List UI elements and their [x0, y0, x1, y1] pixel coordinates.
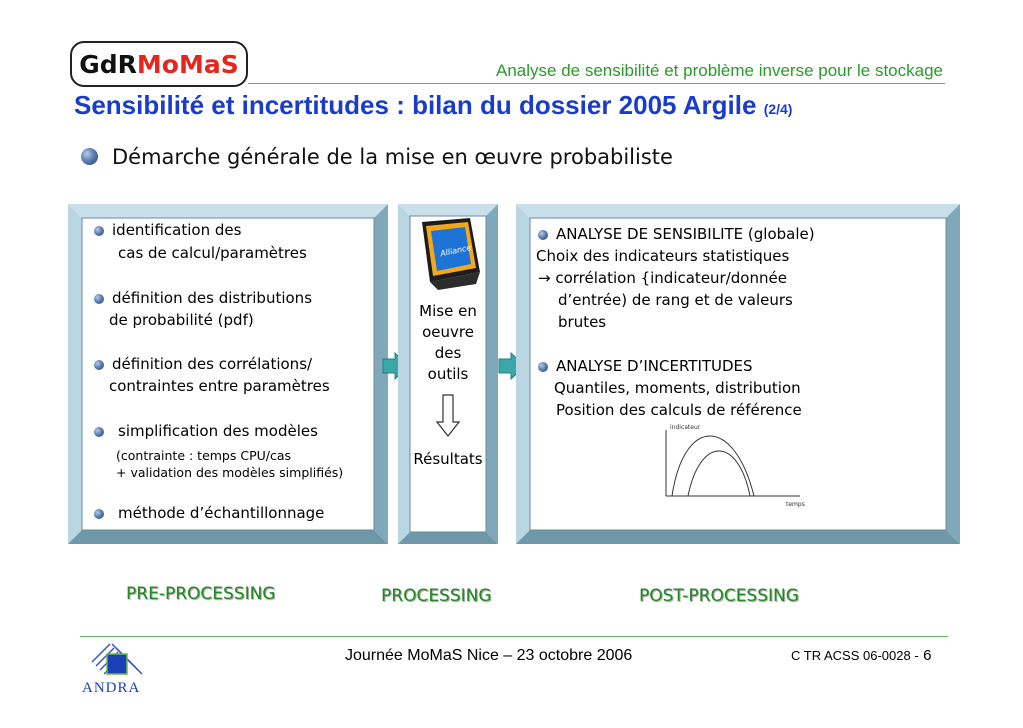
footer-page-number: 6: [923, 647, 932, 664]
pre-item3-bullet-icon: [94, 360, 104, 370]
section-heading: [81, 145, 673, 169]
computer-monitor-icon: [412, 216, 484, 292]
pre-item4-line1: simplification des modèles: [118, 422, 318, 440]
pre-item1-bullet-icon: [94, 226, 104, 236]
processing-line4: outils: [427, 365, 469, 383]
section-bullet-icon: [81, 148, 98, 165]
post-a-line2: Choix des indicateurs statistiques: [536, 247, 790, 265]
post-panel: [530, 218, 946, 530]
page-title-main: Sensibilité et incertitudes : bilan du dossier 2005 Argile: [74, 90, 757, 120]
gdr-momas-logo: [70, 41, 248, 87]
pre-item5-bullet-icon: [94, 509, 104, 519]
processing-line1: Mise en: [419, 302, 477, 320]
pre-item2-line1: définition des distributions: [112, 289, 313, 307]
pre-item4-line2: (contrainte : temps CPU/cas: [116, 448, 292, 463]
andra-logo-icon: [88, 642, 146, 682]
footer-event: Journée MoMaS Nice – 23 octobre 2006: [345, 647, 633, 664]
pre-item3-line1: définition des corrélations/: [112, 355, 313, 373]
section-heading-text: Démarche générale de la mise en œuvre probabiliste: [112, 145, 673, 169]
pre-item1-line1: identification des: [112, 221, 242, 239]
mini-graph: [648, 422, 818, 510]
pre-item2-line2: de probabilité (pdf): [109, 311, 254, 329]
pre-item2-bullet-icon: [94, 294, 104, 304]
mini-graph-upper-curve: [672, 436, 754, 496]
post-b-line1: ANALYSE D’INCERTITUDES: [556, 357, 753, 375]
footer-ref-code: C TR ACSS 06-0028 -: [791, 648, 919, 663]
mini-graph-ylabel: indicateur: [670, 424, 701, 431]
mini-graph-xlabel: temps: [786, 501, 805, 508]
post-a-bullet-icon: [538, 230, 548, 240]
page-title-counter: (2/4): [763, 101, 793, 117]
post-b-bullet-icon: [538, 362, 548, 372]
stage-pre-processing: PRE-PROCESSING: [126, 584, 276, 604]
post-b-line3: Position des calculs de référence: [556, 401, 802, 419]
stage-processing: PROCESSING: [381, 586, 492, 606]
post-a-line1: ANALYSE DE SENSIBILITE (globale): [556, 225, 815, 243]
post-a-line5: brutes: [558, 313, 607, 331]
pre-item3-line2: contraintes entre paramètres: [109, 377, 330, 395]
pre-panel: [82, 218, 374, 530]
footer-rule: [80, 636, 948, 637]
logo-momas-text: MoMaS: [136, 49, 239, 79]
page-title: [74, 90, 792, 121]
down-arrow-icon: [436, 394, 460, 438]
header-rule: [248, 83, 945, 84]
andra-org-text: ANDRA: [82, 680, 141, 696]
stage-post-processing: POST-PROCESSING: [639, 586, 799, 606]
pre-item4-line3: + validation des modèles simplifiés): [116, 465, 344, 480]
mini-graph-lower-curve: [688, 451, 750, 496]
processing-result: Résultats: [413, 450, 483, 468]
processing-line2: oeuvre: [422, 323, 474, 341]
pre-item5-line1: méthode d’échantillonnage: [118, 504, 325, 522]
pre-item4-bullet-icon: [94, 427, 104, 437]
pre-item1-line2: cas de calcul/paramètres: [118, 244, 307, 262]
post-a-line4: d’entrée) de rang et de valeurs: [558, 291, 793, 309]
processing-panel: [410, 216, 486, 532]
monitor-label: Alliance: [439, 243, 473, 259]
footer-reference: [791, 647, 931, 665]
post-b-line2: Quantiles, moments, distribution: [554, 379, 801, 397]
logo-gdr-text: GdR: [79, 49, 137, 79]
processing-line3: des: [434, 344, 462, 362]
post-a-line3: → corrélation {indicateur/donnée: [538, 269, 787, 287]
header-subtitle: Analyse de sensibilité et problème inverse pour le stockage: [496, 61, 943, 80]
